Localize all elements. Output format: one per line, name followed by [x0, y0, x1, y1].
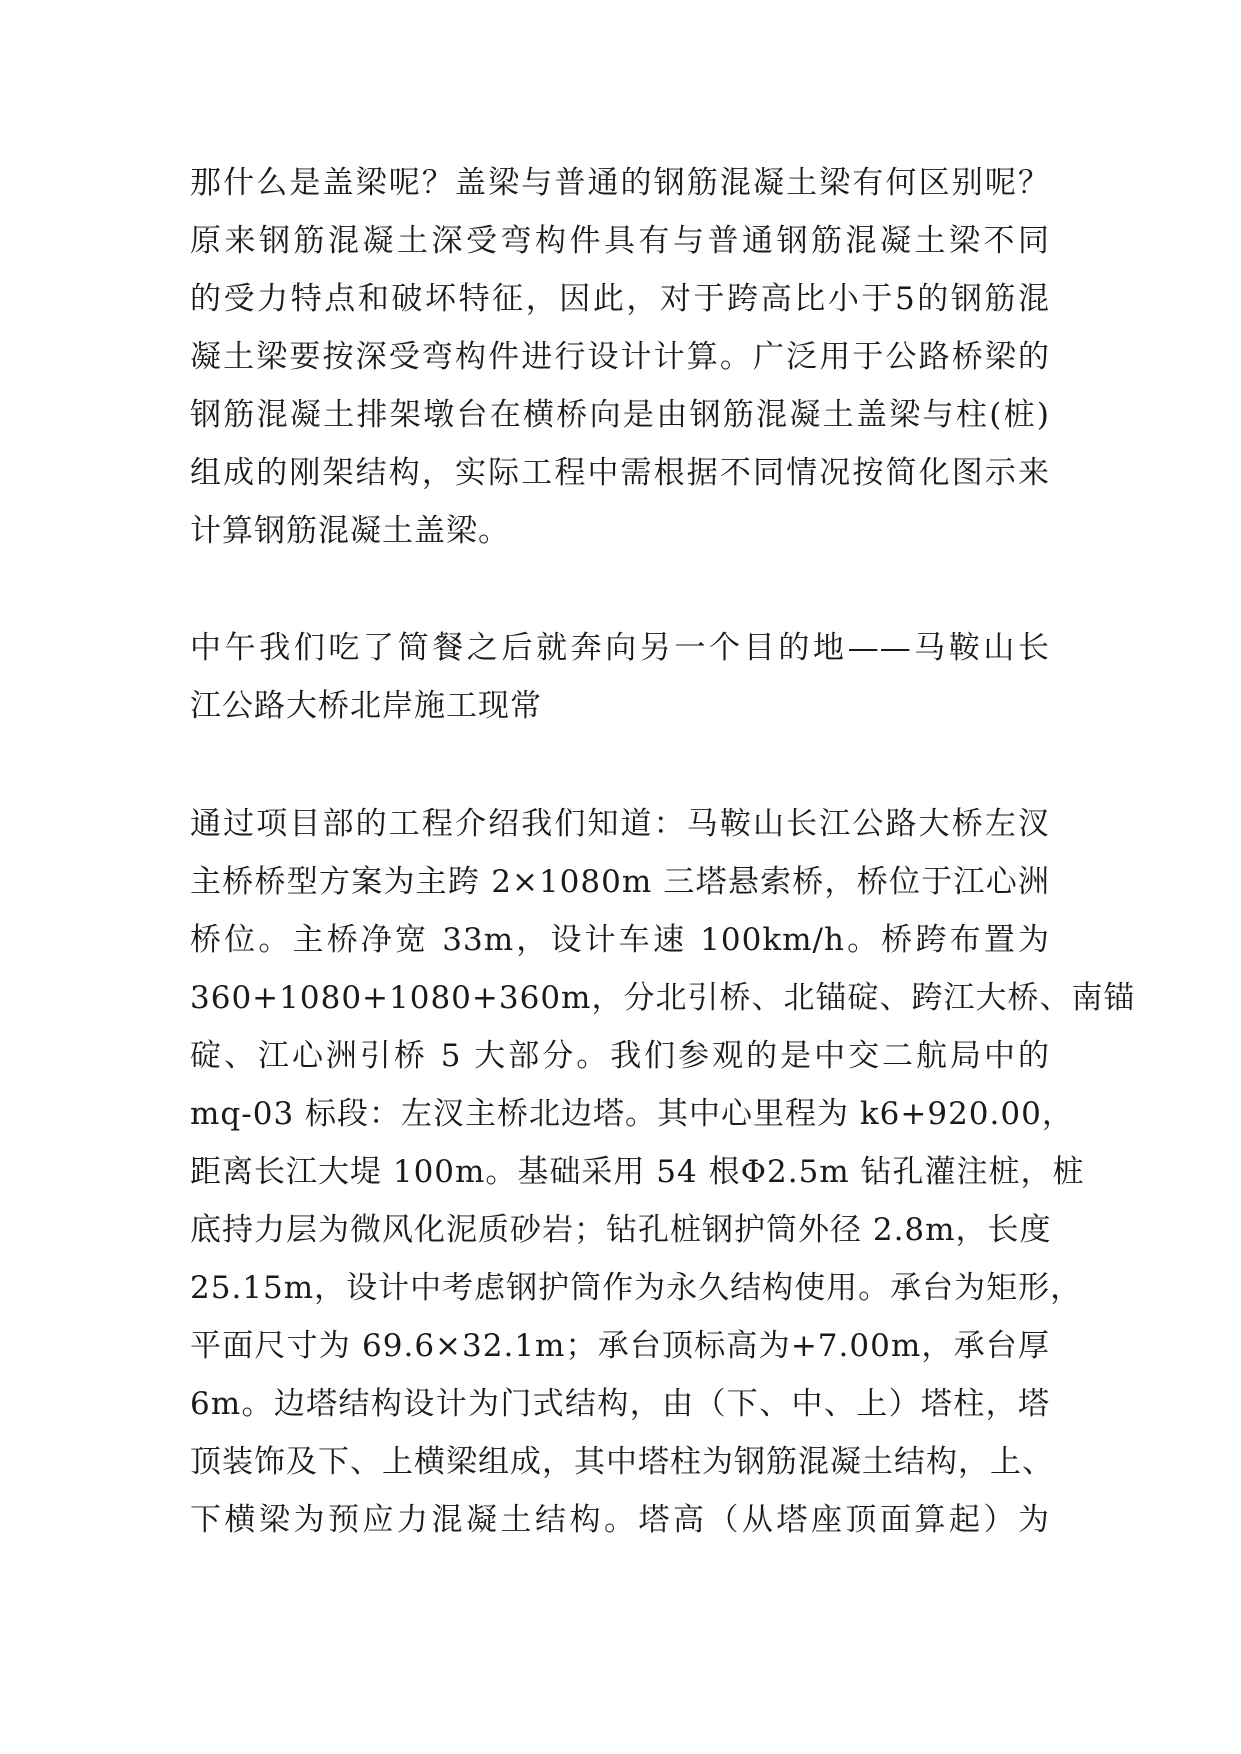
text-line: 距离长江大堤 100m。基础采用 54 根Φ2.5m 钻孔灌注桩，桩 [190, 1154, 1085, 1190]
paragraph-cap-beam [190, 154, 1050, 560]
text-line: 碇、江心洲引桥 5 大部分。我们参观的是中交二航局中的 [190, 1038, 1050, 1074]
text-line: 钢筋混凝土排架墩台在横桥向是由钢筋混凝土盖梁与柱(桩) [190, 397, 1050, 433]
text-line: 原来钢筋混凝土深受弯构件具有与普通钢筋混凝土梁不同 [190, 223, 1050, 259]
text-line: 25.15m，设计中考虑钢护筒作为永久结构使用。承台为矩形， [190, 1270, 1083, 1306]
text-line: 江公路大桥北岸施工现常 [190, 688, 542, 724]
text-line: 桥位。主桥净宽 33m，设计车速 100km/h。桥跨布置为 [190, 922, 1050, 958]
text-line: 通过项目部的工程介绍我们知道：马鞍山长江公路大桥左汊 [190, 806, 1050, 842]
paragraph-afternoon-visit [190, 619, 1050, 735]
text-line: 组成的刚架结构，实际工程中需根据不同情况按简化图示来 [190, 455, 1050, 491]
text-line: mq-03 标段：左汊主桥北边塔。其中心里程为 k6+920.00， [190, 1096, 1074, 1132]
text-line: 那什么是盖梁呢？盖梁与普通的钢筋混凝土梁有何区别呢？ [190, 165, 1050, 201]
text-line: 凝土梁要按深受弯构件进行设计计算。广泛用于公路桥梁的 [190, 339, 1050, 375]
text-line: 中午我们吃了简餐之后就奔向另一个目的地——马鞍山长 [190, 630, 1050, 666]
text-line: 的受力特点和破坏特征，因此，对于跨高比小于5的钢筋混 [190, 281, 1050, 317]
text-line: 底持力层为微风化泥质砂岩；钻孔桩钢护筒外径 2.8m，长度 [190, 1212, 1052, 1248]
text-line: 6m。边塔结构设计为门式结构，由（下、中、上）塔柱，塔 [190, 1386, 1050, 1422]
text-line: 顶装饰及下、上横梁组成，其中塔柱为钢筋混凝土结构，上、 [190, 1444, 1054, 1480]
text-line: 计算钢筋混凝土盖梁。 [190, 513, 510, 549]
text-line: 360+1080+1080+360m，分北引桥、北锚碇、跨江大桥、南锚 [190, 980, 1136, 1016]
text-line: 平面尺寸为 69.6×32.1m；承台顶标高为+7.00m，承台厚 [190, 1328, 1050, 1364]
paragraph-bridge-project [190, 795, 1136, 1549]
text-line: 主桥桥型方案为主跨 2×1080m 三塔悬索桥，桥位于江心洲 [190, 864, 1050, 900]
text-line: 下横梁为预应力混凝土结构。塔高（从塔座顶面算起）为 [190, 1502, 1050, 1538]
